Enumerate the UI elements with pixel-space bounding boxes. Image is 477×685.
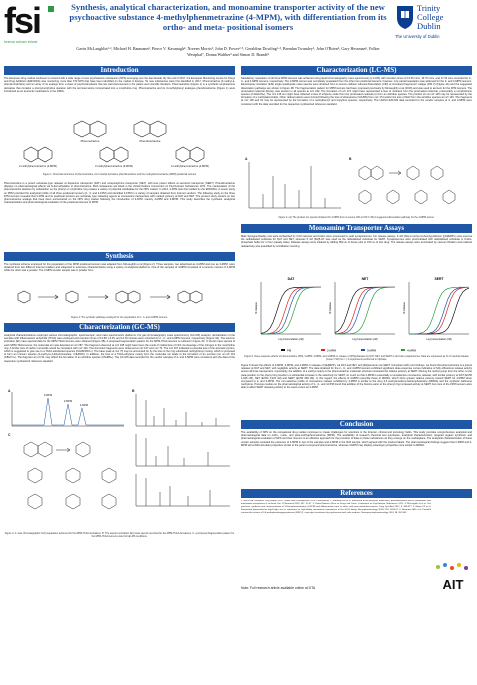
fig1-label-phendimetrazine: Phendimetrazine (139, 139, 161, 143)
figure-4-lcms (241, 154, 472, 216)
svg-text:A: A (245, 157, 248, 161)
fig5-curve-4-mpm (409, 287, 469, 334)
fig1-label-phenmetrazine: Phenmetrazine (80, 139, 100, 143)
section-synthesis: Synthesis (4, 252, 235, 261)
fig5-axes (409, 282, 469, 334)
fig5-ylabel: % Release (403, 302, 406, 314)
figure-5-panels (241, 272, 472, 356)
section-lcms: Characterization (LC-MS) (241, 66, 472, 75)
ait-logo (432, 560, 474, 592)
fig5-panel-title: DAT (287, 277, 295, 281)
footer-note: Note: Full research article available online at DTA (241, 586, 316, 590)
fig5-legend-swatch (321, 349, 325, 351)
section-assays: Monoamine Transporter Assays (241, 224, 472, 233)
figure-1-structures (4, 111, 235, 173)
fig1-label-3mpm: 3-methylphenmetrazine (3-MPM) (95, 165, 133, 168)
tcd-name-1: Trinity (417, 3, 441, 13)
figure-5-caption: Figure 5. Dose-response effects of phenmetrazine (PM), 2-MPM, 3-MPM, and 4-MPM on release of [3H]substrates by DAT, NET, and SERT in rat brain synaptosomes. Data are expressed as % of maximal release (mean ± SD) for n = 3 experiments performed in triplicate. (244, 355, 469, 361)
figure-2-caption: Figure 2: The synthetic pathway employed for the preparation of 2-, 3- and 4-MPM isomers. (71, 316, 168, 319)
fig5-xlabel: Log Concentration (nM) (352, 338, 378, 341)
section-conclusion: Conclusion (241, 420, 472, 429)
intro-paragraph-1: The European drug market continues to contend with a wide range of new psychoactive substances (NPS) emerging over the last decade. By the end of 2017, the European Monitoring Centre for Drugs and Drug Addiction (EMCDDA) was monitoring more than 670 NPS that have been identified on the market in Europe, 51 new substances were first identified in 2017. Phenmetrazine (3-methyl-2-phenylmorpholine) and an array of its analogs form a class of psychostimulants that are well documented in the patent and scientific literature. Phenmetrazine (Figure 1) is a synthetic amphetamine derivative that contains a phenylmorpholine skeleton with the terminal amine incorporated into a morpholine ring. Phenmetrazine and its 3-methylphenyl analogue phendimetrazine (Figure 1) were introduced as an anorectic medications in the 1950s. (4, 77, 235, 93)
section-references: References (241, 489, 472, 498)
fig5-legend-label: 3-MPM (367, 348, 377, 353)
figure-3-caption: Figure 3. A. Gas chromatographic (GC) separation achieved for the MPM-TFAA derivatives. B. The electron ionization (EI) mass spectra recorded for the MPM-TFAA derivatives. C. a proposed fragmentation pattern for the MPM-TFAA isomers under GC-EI-MS conditions. (4, 532, 235, 538)
fig5-legend-swatch (281, 349, 285, 351)
fig1-label-4mpm: 4-methylphenmetrazine (4-MPM) (171, 165, 209, 168)
fig5-panel-title: SERT (434, 277, 444, 281)
assays-paragraph-1: Male Sprague-Dawley rats were euthanized by CO2 narcosis and brains were processed to yield synaptosomes. For release assays, 9 nM [3H]-1-methyl-4-phenylpyridinium ([3H]MPP+) was used as the radiolabeled substrate for DAT and NET, whereas 5 nM [3H]5-HT was used as the radiolabeled substrate for SERT. Synaptosomes were preincubated with radiolabeled substrate in Krebs-phosphate buffer for 1 hour (steady state). Release assays were initiated by adding 850 uL of tissue plus to 150 uL of test drug. The release assays were terminated by vacuum filtration and retained radioactivity was quantified by scintillation counting. (241, 235, 472, 248)
fig5-xlabel: Log Concentration (nM) (426, 338, 452, 341)
fig5-legend-swatch (401, 349, 405, 351)
synthesis-paragraph: The synthesis scheme employed for the preparation of the MPM positional isomers was adapted from McLaughlin et al (Figure 2). Three samples, two advertised as 4-MPM and one as 3-MPM, were obtained from two different Internet retailers and subjected to extensive characterization using a variety of analytical platforms. One of the samples of 4-MPM consisted of a racemic mixture of 4-MPM while the other was a powder. The 3-MPM vendor sample was in powder form. (4, 263, 235, 273)
fig5-ylabel: % Release (255, 302, 258, 314)
fig5-curve-2-mpm (409, 287, 469, 334)
figure-5-release-assays (241, 272, 472, 356)
poster-title: Synthesis, analytical characterization, and monoamine transporter activity of the new psychoactive substance 4-methylphenmetrazine (4-MPM), with differentiation from its ortho- and meta- positional isomers (69, 2, 387, 32)
references-list: 1. EMCDDA, European Drug Report 2018: Trends and Developments 2018, Luxembourg. 2. Rothman RB et al. Interaction of the anorectic medication, phendimetrazine and its metabolites with monoamine transporters in rat brain. Eur J Pharmacol 2002; 447: 51-57. 3. United Nations Office on Drugs and Crime, Convention on Psychotropic Substances 1971. 4. McLaughlin G et al. Test purchase, synthesis and characterization of 3-fluorophenmetrazine (3-FPM) and differentiation from its ortho- and para-substituted isomers. Drug Test Anal 2017; 9: 369-377. 5. Mayer FP et al. Fluorinated phenmetrazine legal highs act as substrates for high-affinity monoamine transporters of the SLC6 family. Neuropharmacology 2018; 134: 149-157. 6. Baumann MH et al. Powerful cocaine-like actions of 3,4-methylenedioxypyrovalerone (MDPV), a principal constituent of psychoactive bath salts products. Neuropsychopharmacology 2013; 38: 552-562. (241, 500, 431, 514)
svg-text:B: B (132, 389, 135, 393)
fsi-logo-subtitle: forensic science ireland (4, 40, 38, 44)
fig5-panel-sert (403, 277, 469, 341)
figure-1-caption: Figure 1: Chemical structures of phenmetrazine, its N-methyl derivative phendimetrazine and the methylphenmetrazine (MPM) positional isomers (42, 173, 197, 176)
fig5-panel-net (329, 277, 395, 341)
conclusion-paragraph: The availability of NPS on the recreational drug market continues to create challenges for scientists in the forensic, clinical and toxicology fields. This study provides comprehensive analytical and pharmacological data on ortho-, meta-, and para-methylphenmetrazine (MPM). The availability of research chemical test purchases, analytical characterization, targeted organic synthesis, and pharmacological evaluation of NPS and their isomers is an effective approach for the provision of data on these substances as they emerge on the marketplace. The analytical characterization of these vendor samples revealed the presence of 4-MPM in two of the samples and 3-MPM in the third sample, which agreed with the product labels. The pharmacological findings suggest that 2-MPM and 3-MPM will exhibit stimulant properties similar to the parent compound phenmetrazine, whereas 4-MPM may display entactogen properties more similar to MDMA. (241, 431, 472, 447)
section-gcms: Characterization (GC-MS) (4, 323, 235, 332)
fig5-legend-swatch (361, 349, 365, 351)
tcd-name-3: Dublin (417, 21, 441, 31)
svg-text:B: B (349, 157, 352, 161)
fig5-axes (261, 282, 321, 334)
assays-paragraph-2: Figure 5 shows the effects of 2-MPM, 3-MPM, and 4-MPM on release of [3H]MPP+ via DAT and NET, and [3H]serotonin via SERT. Consistent with prior findings, we found that phenmetrazine is a potent releaser at DAT and NET, with negligible activity at SERT. The data obtained for the 2-, 3-, and 4-MPM isomers exhibited significant dose-response curves indicative of fully efficacious release activity across all three transporters. Importantly, the addition of a methyl moiety to the phenmetrazine molecular structure increased the relative potency at SERT. Moving the methyl group from the ortho- to the para-position on the phenyl ring results in a substantial increase in the selectivity for SERT, so much so that 4-MPM is essentially a nonselective monoamine releaser, with similar potency at DAT (EC50 1,926 nM), NET (EC50 1,933 nM) and SERT (EC50 408 nM). In this regard, the effects of 4-MPM resemble those of MDMA, which show greater relative potency toward SERT for 4-MPM when compared to 2- and 3-MPM. The non-selective profile of monoamine release exhibited by 4-MPM is similar to the drug 3,4-methylenedioxymethamphetamine (MDMA) and the synthetic cathinone methylone. Previous studies on the pharmacological activity of 3-, 4-, and 4-FPM found that addition of the fluorine atom to the phenyl ring increased activity at SERT, but none of the FPM isomers were able to affect SERT releasing activity to the same extent as 4-MPM. (241, 364, 472, 390)
intro-paragraph-2: Phenmetrazine is a potent substrate-type releaser at dopamine transporter (DAT) and norepinephrine transporter (NET), with less potent effects at serotonin transporter (SERT). Phendimetrazine displays no pharmacological effects via N-demethylation to phenmetrazine. Both substances are listed in the United Nations Convention on Psychotropic Substances 1971. The manipulation of the phenmetrazine skeleton by substitution on the phenyl or morpholine ring creates a variety of potential candidates for the NPS market. In 2014, 3-FPM was first notified by the EMCDDA. A recent study on PRM provided the analytical profile of all three positional isomers (2-, 3- and 4-FPM) and identified 3-FPM in a variety of samples obtained from Internet vendors. The following study on the three FPM isomers revealed that 3-FPM and its positional isomers are substrate type releasing agents at monoamine transporters with marked potency at DAT and NET. The present study centers on two phenmetrazine analogs that have been encountered on the NPS drug market following the introduction of 3-FPM, namely 4-MPM and 3-MPM. This study describes the synthesis, analytical characterization and pharmacological evaluation of the positional isomers of MPM. (4, 182, 235, 205)
tcd-name-2: College (417, 12, 444, 22)
fig5-xlabel: Log Concentration (nM) (278, 338, 304, 341)
fig5-curve-3-mpm (335, 287, 395, 334)
svg-text:A: A (8, 389, 11, 393)
fig5-panel-dat (255, 277, 321, 341)
figure-3-gcms (4, 386, 235, 532)
gcms-paragraph: Analytical characterizations employed various chromatographic, spectroscopic, and mass spectrometric platforms. For gas chromatography mass spectrometry (GC-MS) analysis, derivatization of the samples with trifluoroacetic anhydride (TFAA) was employed and retention times of 13.58, 14.05, and 14.16 minutes were recorded for 2-, 3-, and 4-MPM isomers, respectively (Figure 3A). The electron ionization (EI) mass spectral data for the MPM-TFAA isomers were obtained (Figure 3B). A proposed fragmentation pattern for the MPM-TFAA isomers is outlined in Figure 3C. In the EI mass spectra of each MPM-TFAA isomer, the molecular ion was detected at m/z 287. The fragment observed at m/z 168 might have been the result of radical loss of CF3 via cleavage of the nitrogen in the morpholine ring. A further loss of carbon monoxide would be consistent with m/z 140. Two dominant fragments were observed at m/z 167 and m/z 70. The m/z 167 indicated a potential loss of the aromatic portion, which is suggested to give rise to a TFAA-substituted species (C6H6F3NO+). The base peak at m/z 70 may be accounted for by the loss of the ring substituted methylphenyl moiety, which is proposed to form an iminium species (3-methyl-1,2-dihydrooxazete, C4H8NO). In addition, the loss of a TFAA-ethylene moiety from the molecular ion leads to the formation of an oxonium ion at m/z 119 (C8H7O+). The fragment at m/z 91 may reflect the formation of an aziridine species (C5H8N+). The GC-MS data recorded for the vendor samples of 3- and 4-MPM were consistent with the data of the respective synthesized reference standard. (4, 334, 235, 363)
fig5-ylabel: % Release (329, 302, 332, 314)
fig5-legend-label: PM (287, 348, 292, 353)
lcms-paragraph: Satisfactory separation of all three MPM isomers was achieved using liquid chromatography mass spectrometry (LC-MS) with retention times of 13.06 mins, 16.70 mins, and 17.33 mins recorded for 2-, 3-, and 4-MPM isomers, respectively. The 3-MPM isomer was completely separated from the other two positional isomers; however, only partial separation was achieved for the 3- and 4-MPM isomers. Electrospray ionization (ESI) single quadrupole mass spectra were obtained from in-source collision induced dissociation (CID) at increased fragmentor voltage (150 V) (Figure 4A) and the suggested dissociation pathways are shown in Figure 4B. The fragmentation pattern for MPM isomers had been proposed previously by McLaughlin et al (2016) and was used to account for the FPM isomers. The protonated molecule [M+H]+ was present in all spectra at m/z 192. The formation of m/z 174 might have represented a loss of methane from the protonated molecule, presumably a morpholinium species (C11H12N+). The m/z 146 ion might have reflected a loss of ethylene oxide from the protonated molecule to form an aziridine species. The product ion at m/z 145 may be represented by the formation of a methylated indole. Other radical cations were formed following the loss of ethenamine (C2H5N) from m/z 174 and/or the loss of NH3 from the aziridine species at m/z 146. The fragments at m/z 105 and 91 may be represented by the formation of a methylbenzyl and tropylium species, respectively. The UHPLC-ESI-MS data recorded for the vendor samples of 3- and 4-MPM were consistent with the data recorded for the respective synthesized reference standard. (241, 77, 472, 106)
svg-text:C: C (8, 433, 11, 437)
fsi-logo (4, 2, 64, 46)
poster-authors: Gavin McLaughlin¹·², Michael H. Baumann³, Pierce V. Kavanagh⁴, Noreen Morris², John D. Power²·⁵, Geraldine Dowling¹·⁴, Brendan Twamley⁶, John O'Brien⁶, Gary Hessman⁶, Folker Westphal⁷, Donna Walther³ and Simon D. Brandt⁸ (76, 46, 380, 57)
fsi-logo-dot (48, 6, 54, 12)
fig5-legend-label: 2-MPM (327, 348, 337, 353)
fig3a-peak-2mpm: 2-MPM (43, 394, 53, 397)
ait-logo-dots-icon (432, 561, 474, 573)
tcd-subtitle: The University of Dublin (395, 34, 440, 39)
section-introduction: Introduction (4, 66, 235, 75)
tcd-crest-icon (395, 4, 415, 30)
fig5-curve-3-mpm (409, 287, 469, 334)
fig3a-peak-4mpm: 4-MPM (79, 404, 89, 407)
fig5-curve-pm (409, 288, 469, 334)
figure-4-caption: Figure 4. (A) The product ion spectra obtained for 4-MPM from in-source CID at 150 V. (B) A suggested dissociation pathway for the 4-MPM isomer. (278, 216, 435, 219)
fig5-legend-label: 4-MPM (407, 348, 417, 353)
fsi-logo-text: fsi (4, 0, 41, 41)
fig1-label-2mpm: 2-methylphenmetrazine (2-MPM) (19, 165, 57, 168)
fig3a-peak-3mpm: 3-MPM (63, 400, 73, 403)
tcd-logo (395, 4, 475, 54)
fig5-curve-pm (335, 287, 395, 333)
figure-2-synthesis-scheme (4, 284, 235, 316)
fig5-panel-title: NET (361, 277, 369, 281)
ait-logo-text: AIT (442, 577, 464, 592)
fig5-curve-2-mpm (261, 287, 321, 334)
